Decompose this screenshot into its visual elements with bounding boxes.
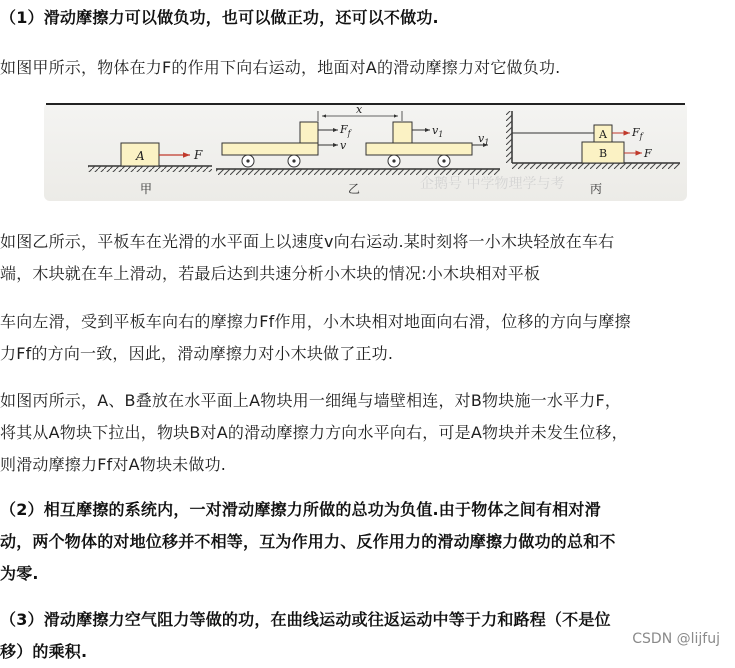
force-f-label: F [644,147,652,160]
force-f-label: F [194,148,203,162]
physics-figure [44,103,687,201]
displacement-x-label: x [356,103,363,116]
caption-jia: 甲 [140,182,153,196]
paragraph-line: （2）相互摩擦的系统内，一对滑动摩擦力所做的总功为负值.由于物体之间有相对滑 [0,500,601,519]
ground-hatch [216,169,500,175]
cart-2 [366,143,472,155]
paragraph-1 [0,2,734,34]
paragraph-3 [0,226,734,290]
paragraph-line: 如图丙所示，A、B叠放在水平面上A物块用一细绳与墙壁相连，对B物块施一水平力F， [0,391,622,410]
block-a-label: A [136,149,145,163]
paragraph-line: 如图甲所示，物体在力F的作用下向右运动，地面对A的滑动摩擦力对它做负功. [0,58,561,77]
wall-hatch [506,111,512,163]
caption-bing: 丙 [590,182,603,196]
paragraph-2 [0,52,734,84]
figure-watermark: 企鹅号 中学物理学与考 [420,176,565,192]
wooden-block-2 [393,122,412,143]
velocity-v1-block-label: $v_1$ [432,124,444,139]
paragraph-line: 移）的乘积. [0,642,88,661]
block-b-label: B [599,147,608,160]
velocity-v-label: v [340,139,347,152]
paragraph-line: 端，木块就在车上滑动，若最后达到共速分析小木块的情况:小木块相对平板 [0,264,541,283]
paragraph-line: 力Ff的方向一致，因此，滑动摩擦力对小木块做了正功. [0,344,394,363]
friction-label: $F_f$ [632,126,643,141]
friction-label: $F_f$ [340,123,351,138]
paragraph-5 [0,385,734,481]
paragraph-line: 将其从A物块下拉出，物块B对A的滑动摩擦力方向水平向右，可是A物块并未发生位移， [0,423,628,442]
paragraph-6 [0,494,734,590]
paragraph-line: 则滑动摩擦力Ff对A物块未做功. [0,455,227,474]
cart-1 [222,143,318,155]
cart-2-wheel-hub [392,159,395,162]
paragraph-line: 车向左滑，受到平板车向右的摩擦力Ff作用，小木块相对地面向右滑，位移的方向与摩擦 [0,312,631,331]
paragraph-line: 为零. [0,564,39,583]
block-a-stacked-label: A [599,128,607,141]
paragraph-line: （3）滑动摩擦力空气阻力等做的功，在曲线运动或往返运动中等于力和路程（不是位 [0,610,611,629]
cart-1-wheel-hub [246,159,249,162]
paragraph-line: （1）滑动摩擦力可以做负功，也可以做正功，还可以不做功. [0,8,439,27]
paragraph-line: 如图乙所示，平板车在光滑的水平面上以速度v向右运动.某时刻将一小木块轻放在车右 [0,232,615,251]
paragraph-line: 动，两个物体的对地位移并不相等，互为作用力、反作用力的滑动摩擦力做功的总和不 [0,532,616,551]
ground-hatch [88,166,212,172]
wooden-block-1 [300,122,318,143]
paragraph-7 [0,604,734,668]
velocity-v1-cart-label: $v_1$ [478,132,490,147]
cart-1-wheel-hub [292,159,295,162]
ground-hatch [512,163,680,169]
cart-2-wheel-hub [442,159,445,162]
csdn-watermark: CSDN @lijfuj [632,631,720,647]
caption-yi: 乙 [348,182,361,196]
paragraph-4 [0,306,734,370]
